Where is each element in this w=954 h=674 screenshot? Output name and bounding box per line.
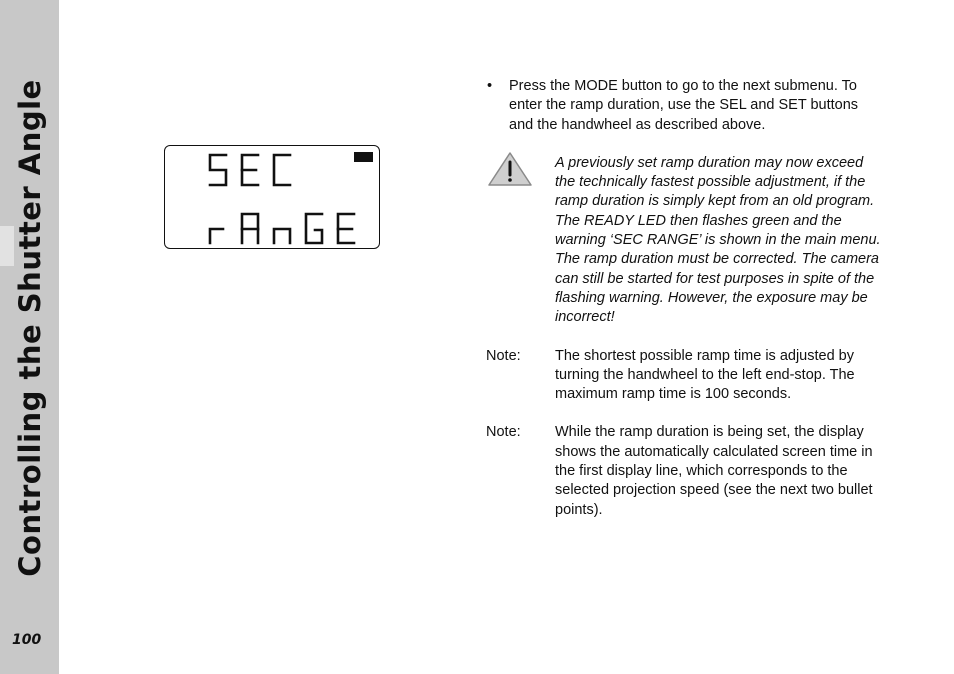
- note-item: [486, 423, 886, 519]
- note-text: The shortest possible ramp time is adjusted by turning the handwheel to the left end-stop. The maximum ramp time is 100 seconds.: [555, 347, 855, 403]
- lcd-line2-segments: [210, 214, 354, 243]
- note-label: Note:: [486, 347, 521, 364]
- sidebar: [0, 0, 59, 674]
- lcd-segment-graphic: [165, 146, 381, 250]
- note-item: [486, 347, 886, 405]
- lcd-display: [164, 145, 380, 249]
- page-number: 100: [12, 632, 42, 648]
- bullet-text: Press the MODE button to go to the next submenu. To enter the ramp duration, use the SEL and SET buttons and the handwheel as described above.: [509, 78, 859, 133]
- main-content: [486, 77, 886, 539]
- section-title: Controlling the Shutter Angle: [13, 79, 47, 577]
- warning-triangle-icon: [486, 150, 534, 194]
- warning-block: [486, 154, 886, 328]
- lcd-indicator-block: [354, 152, 373, 162]
- lcd-line1-segments: [210, 155, 290, 185]
- note-text: While the ramp duration is being set, the display shows the automatically calculated screen time in the first display line, which corresponds to the selected projection speed (see the next two bullet points).: [555, 424, 873, 518]
- warning-text: A previously set ramp duration may now exceed the technically fastest possible adjustment, if the ramp duration is simply kept from an old program. The READY LED then flashes green and the warning ‘SEC RANGE’ is shown in the main menu. The ramp duration must be corrected. The camera can still be started for test purposes in spite of the flashing warning. However, the exposure may be incorrect!: [555, 154, 881, 326]
- bullet-dot: •: [487, 78, 493, 94]
- bullet-item: [486, 77, 886, 135]
- note-label: Note:: [486, 424, 521, 441]
